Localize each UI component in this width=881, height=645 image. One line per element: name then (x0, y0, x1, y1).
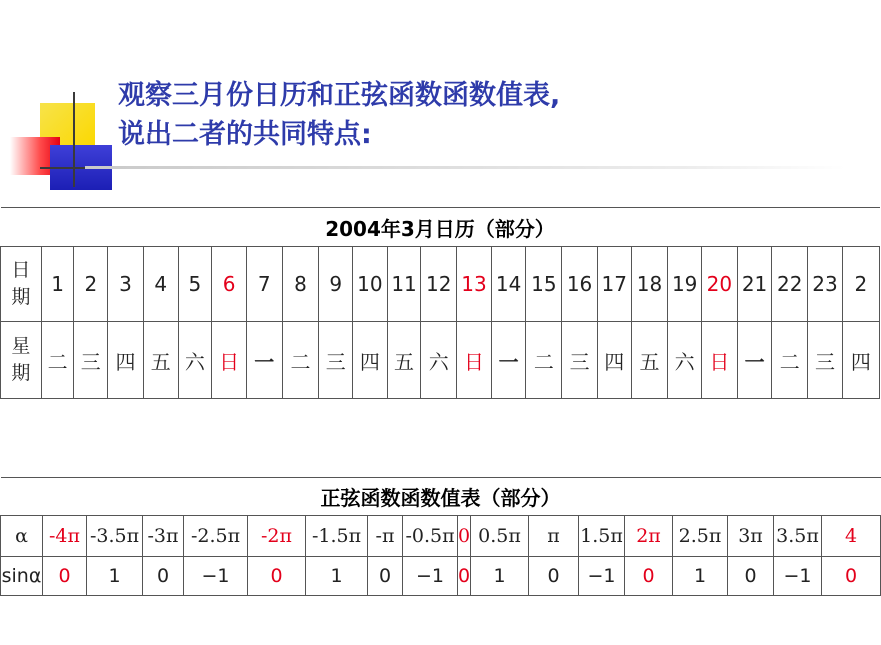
calendar-weekday-cell: 日 (457, 322, 492, 399)
alpha-cell: -0.5π (403, 516, 458, 557)
calendar-weekday-cell: 六 (421, 322, 457, 399)
calendar-weekday-cell: 四 (842, 322, 879, 399)
sin-value-cell: 1 (87, 557, 143, 596)
alpha-cell: -4π (43, 516, 87, 557)
calendar-date-cell: 13 (457, 247, 492, 322)
calendar-date-cell: 12 (421, 247, 457, 322)
sin-value-cell: 1 (673, 557, 728, 596)
alpha-cell: -2π (248, 516, 306, 557)
calendar-weekday-cell: 三 (808, 322, 843, 399)
calendar-date-cell: 2 (842, 247, 879, 322)
logo-vertical-line (73, 92, 75, 187)
sin-value-cell: −1 (579, 557, 625, 596)
calendar-date-cell: 10 (353, 247, 388, 322)
calendar-date-cell: 2 (74, 247, 108, 322)
title-underline (85, 166, 845, 169)
alpha-row-header: α (1, 516, 43, 557)
sin-value-cell: 0 (368, 557, 403, 596)
calendar-weekday-cell: 二 (772, 322, 808, 399)
calendar-date-cell: 17 (597, 247, 631, 322)
calendar-date-cell: 14 (491, 247, 526, 322)
alpha-cell: 3.5π (774, 516, 822, 557)
calendar-date-cell: 22 (772, 247, 808, 322)
alpha-cell: 2π (625, 516, 673, 557)
alpha-cell: -3π (143, 516, 184, 557)
calendar-weekday-cell: 四 (353, 322, 388, 399)
calendar-weekday-cell: 三 (74, 322, 108, 399)
calendar-date-cell: 8 (282, 247, 319, 322)
weekday-row-header (1, 322, 42, 399)
calendar-weekday-cell: 二 (526, 322, 562, 399)
calendar-date-cell: 1 (41, 247, 74, 322)
weekday-header-label: 星期 (11, 335, 31, 384)
calendar-weekday-cell: 一 (246, 322, 282, 399)
calendar-date-cell: 15 (526, 247, 562, 322)
alpha-cell: -1.5π (306, 516, 368, 557)
alpha-cell: π (529, 516, 579, 557)
alpha-cell: 0.5π (471, 516, 529, 557)
calendar-date-cell: 11 (387, 247, 421, 322)
calendar-date-cell: 3 (108, 247, 144, 322)
calendar-weekday-cell: 四 (597, 322, 631, 399)
calendar-weekday-cell: 三 (319, 322, 353, 399)
title-line-2: 说出二者的共同特点: (118, 119, 372, 150)
alpha-cell: -2.5π (184, 516, 248, 557)
calendar-date-cell: 16 (562, 247, 598, 322)
calendar-weekday-cell: 日 (212, 322, 247, 399)
alpha-cell: 1.5π (579, 516, 625, 557)
sine-value-table (0, 477, 881, 596)
alpha-cell: -π (368, 516, 403, 557)
calendar-date-cell: 19 (668, 247, 702, 322)
sin-value-cell: 0 (248, 557, 306, 596)
sin-value-cell: 0 (822, 557, 881, 596)
alpha-cell: 2.5π (673, 516, 728, 557)
sin-row-header: sinα (1, 557, 43, 596)
date-row-header (1, 247, 42, 322)
date-header-label: 日期 (11, 259, 31, 308)
calendar-date-cell: 23 (808, 247, 843, 322)
calendar-weekday-cell: 一 (737, 322, 772, 399)
calendar-weekday-cell: 五 (143, 322, 178, 399)
calendar-date-cell: 6 (212, 247, 247, 322)
calendar-weekday-cell: 五 (631, 322, 668, 399)
alpha-cell: -3.5π (87, 516, 143, 557)
calendar-weekday-cell: 二 (282, 322, 319, 399)
calendar-table (0, 207, 880, 399)
calendar-date-cell: 5 (178, 247, 212, 322)
calendar-weekday-cell: 六 (178, 322, 212, 399)
alpha-cell: 4 (822, 516, 881, 557)
sine-table-caption: 正弦函数函数值表（部分） (1, 478, 881, 516)
calendar-date-cell: 9 (319, 247, 353, 322)
calendar-weekday-cell: 六 (668, 322, 702, 399)
alpha-cell: 0 (458, 516, 471, 557)
calendar-weekday-cell: 二 (41, 322, 74, 399)
slide-title (118, 76, 560, 154)
sin-value-cell: 1 (471, 557, 529, 596)
sin-value-cell: 0 (728, 557, 774, 596)
calendar-weekday-cell: 日 (702, 322, 738, 399)
alpha-cell: 3π (728, 516, 774, 557)
calendar-date-cell: 21 (737, 247, 772, 322)
sin-value-cell: −1 (184, 557, 248, 596)
sin-value-cell: 0 (625, 557, 673, 596)
calendar-weekday-cell: 五 (387, 322, 421, 399)
calendar-weekday-cell: 四 (108, 322, 144, 399)
calendar-caption: 2004年3月日历（部分） (1, 208, 880, 247)
calendar-weekday-cell: 三 (562, 322, 598, 399)
calendar-date-cell: 4 (143, 247, 178, 322)
sin-value-cell: 0 (143, 557, 184, 596)
title-line-1: 观察三月份日历和正弦函数函数值表, (118, 80, 561, 111)
sin-value-cell: −1 (774, 557, 822, 596)
calendar-weekday-cell: 一 (491, 322, 526, 399)
sin-value-cell: 1 (306, 557, 368, 596)
calendar-date-cell: 7 (246, 247, 282, 322)
sin-value-cell: 0 (458, 557, 471, 596)
calendar-date-cell: 20 (702, 247, 738, 322)
calendar-date-cell: 18 (631, 247, 668, 322)
sin-value-cell: 0 (529, 557, 579, 596)
sin-value-cell: 0 (43, 557, 87, 596)
sin-value-cell: −1 (403, 557, 458, 596)
